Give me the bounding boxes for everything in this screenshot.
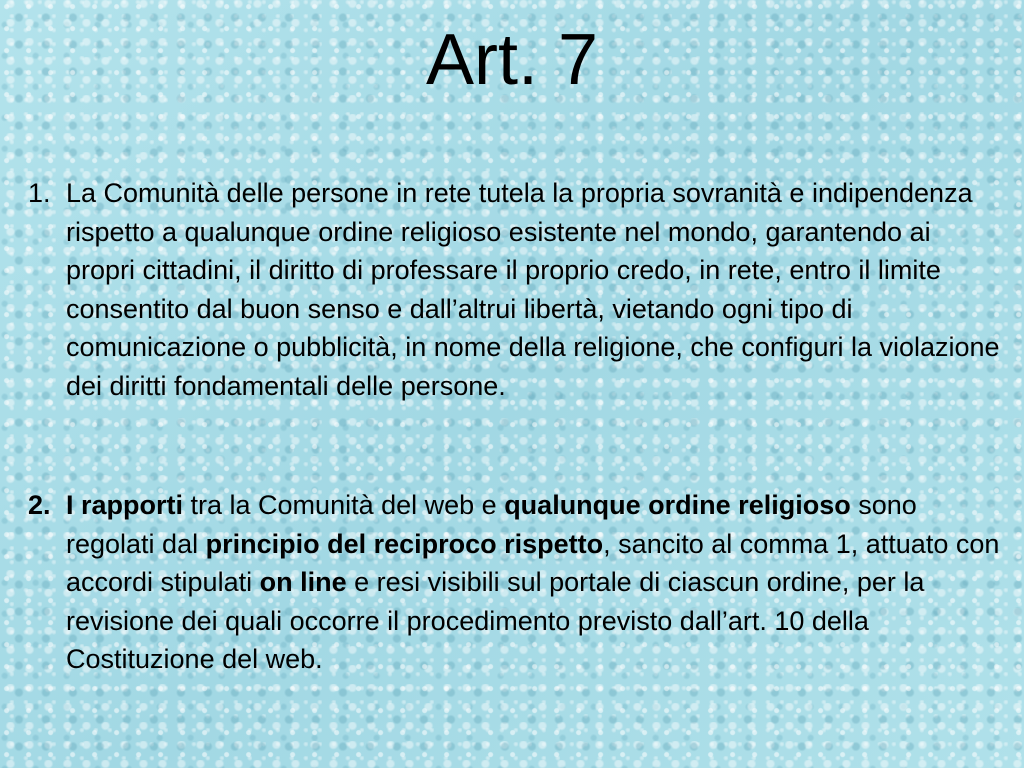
slide-title: Art. 7: [425, 20, 599, 100]
article-paragraph-1: [28, 174, 1003, 405]
paragraph-number: 1.: [28, 178, 51, 208]
paragraph-text-segment: tra la Comunità del web e: [183, 490, 505, 520]
paragraph-number: 2.: [28, 490, 51, 520]
paragraph-text-segment: principio del reciproco rispetto: [205, 528, 604, 559]
paragraph-text-segment: e resi visibili sul portale di ciascun ordine, per la revisione dei quali occorre il procedimento previsto dall’art. 10 della Costituzione del web.: [66, 567, 925, 674]
paragraph-text-segment: on line: [259, 567, 347, 597]
paragraph-text-segment: sono regolati dal: [66, 490, 917, 559]
paragraph-text-segment: , sancito al comma 1, attuato con accordi stipulati: [66, 528, 1000, 597]
article-paragraph-2: [28, 486, 1003, 679]
paragraph-text: La Comunità delle persone in rete tutela la propria sovranità e indipendenza rispetto a qualunque ordine religioso esistente nel mondo, garantendo ai propri cittadini, il diritto di professare il proprio credo, in rete, entro il limite consentito dal buon senso e dall’altrui libertà, vietando ogni tipo di comunicazione o pubblicità, in nome della religione, che configuri la violazione dei diritti fondamentali delle persone.: [66, 178, 1000, 401]
paragraph-text-segment: I rapporti: [66, 490, 184, 520]
paragraph-text-segment: qualunque ordine religioso: [504, 490, 851, 520]
